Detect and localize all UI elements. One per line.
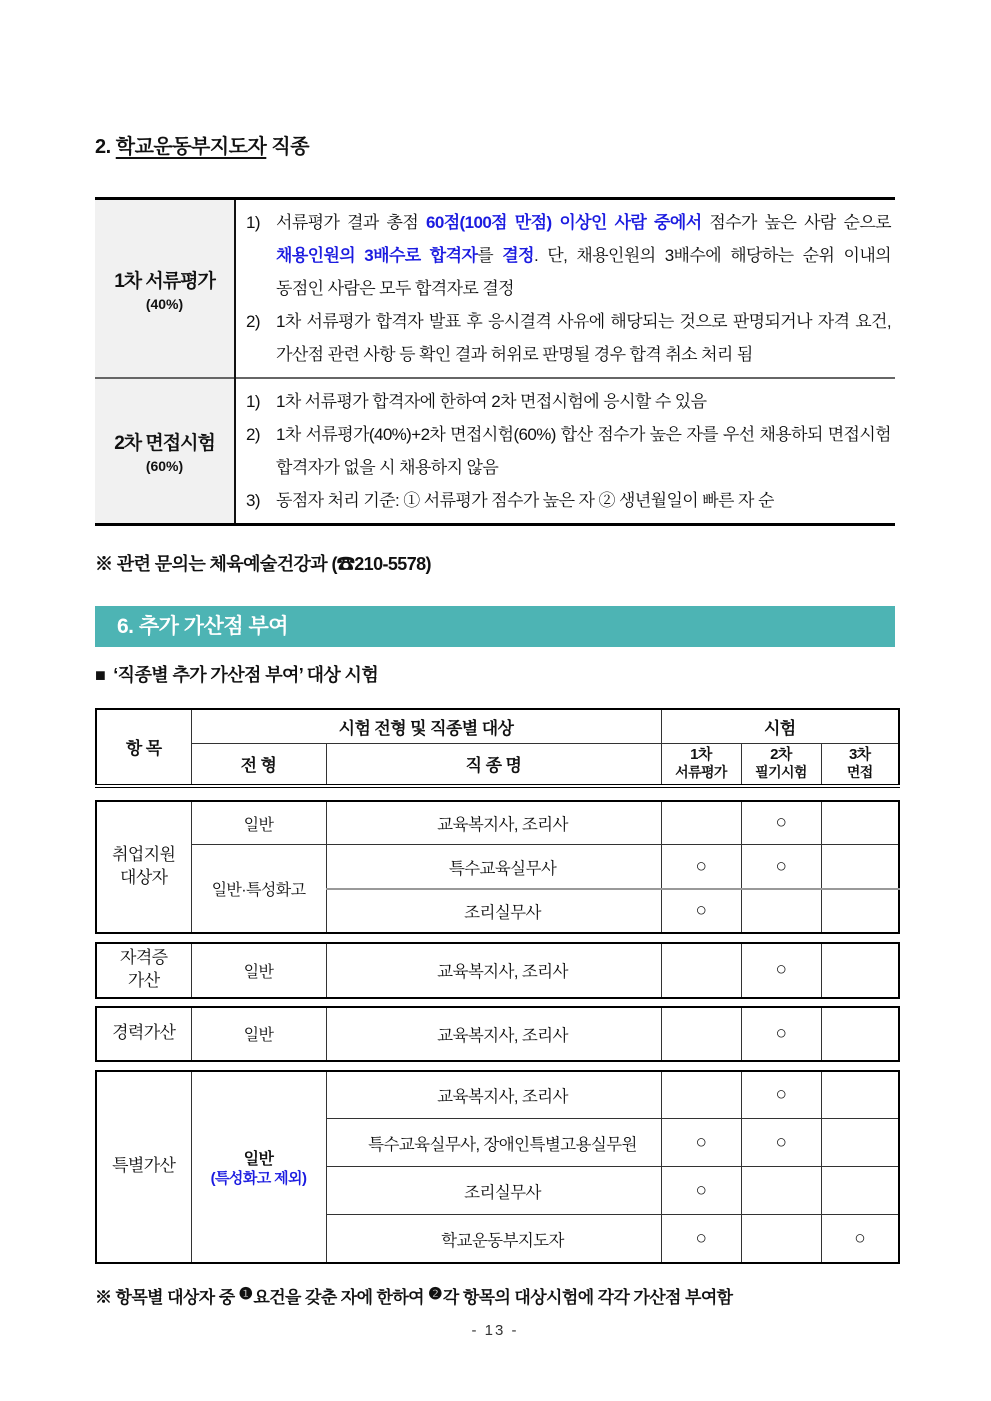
header-exam-1: 1차 서류평가 <box>661 743 741 786</box>
bonus-job-cell: 교육복지사, 조리사 <box>326 1007 661 1061</box>
circle-mark: ○ <box>661 889 741 933</box>
empty-mark-cell <box>821 1071 899 1119</box>
eval-list-item: 1) 서류평가 결과 총점 60점(100점 만점) 이상인 사람 중에서 점수가 높은 사람 순으로 채용인원의 3배수로 합격자를 결정. 단, 채용인원의 3배수에 해당하는 순위 이내의 동점인 사람은 모두 합격자로 결정 <box>246 213 891 298</box>
bonus-table-row <box>96 845 899 889</box>
section-banner: 6. 추가 가산점 부여 <box>95 606 895 647</box>
circle-mark: ○ <box>741 1071 821 1119</box>
bonus-item-cell: 경력가산 <box>96 1007 191 1061</box>
header-exam: 시험 <box>661 709 899 743</box>
circle-mark: ○ <box>661 1215 741 1263</box>
bonus-group-table <box>95 942 900 999</box>
header-item: 항 목 <box>96 709 191 786</box>
header-group: 시험 전형 및 직종별 대상 <box>191 709 661 743</box>
bonus-type-cell: 일반·특성화고 <box>191 845 326 933</box>
eval-row-content <box>235 378 895 525</box>
bonus-groups <box>95 800 895 1264</box>
eval-row-label: 1차 서류평가 (40%) <box>95 199 235 379</box>
empty-mark-cell <box>821 1119 899 1167</box>
eval-list-item: 1) 1차 서류평가 합격자에 한하여 2차 면접시험에 응시할 수 있음 <box>246 392 707 411</box>
bonus-type-cell: 일반 (특성화고 제외) <box>191 1071 326 1263</box>
eval-row-content <box>235 199 895 379</box>
circle-mark: ○ <box>661 1167 741 1215</box>
header-type: 전 형 <box>191 743 326 786</box>
circle-mark: ○ <box>821 1215 899 1263</box>
circle-mark: ○ <box>741 943 821 998</box>
subheading-text: ‘직종별 추가 가산점 부여’ 대상 시험 <box>113 665 379 685</box>
eval-table-body <box>95 199 895 525</box>
eval-table-row <box>95 199 895 379</box>
bonus-job-cell: 학교운동부지도자 <box>326 1215 661 1263</box>
contact-note: ※ 관련 문의는 체육예술건강과 (☎210-5578) <box>95 554 431 574</box>
bonus-table-row <box>96 1007 899 1061</box>
circled-number-icon: ❶ <box>238 1285 253 1303</box>
page-title <box>95 130 895 159</box>
circle-mark: ○ <box>741 801 821 845</box>
header-exam-2: 2차 필기시험 <box>741 743 821 786</box>
bonus-item-cell: 취업지원 대상자 <box>96 801 191 933</box>
empty-mark-cell <box>661 801 741 845</box>
circled-number-icon: ❷ <box>428 1285 442 1303</box>
empty-mark-cell <box>661 1071 741 1119</box>
empty-mark-cell <box>821 889 899 933</box>
title-suffix: 직종 <box>266 136 310 158</box>
bonus-group-table <box>95 1070 900 1264</box>
circle-mark: ○ <box>661 845 741 889</box>
empty-mark-cell <box>821 801 899 845</box>
subheading <box>95 661 895 687</box>
eval-list-item: 2) 1차 서류평가(40%)+2차 면접시험(60%) 합산 점수가 높은 자를 우선 채용하되 면접시험 합격자가 없을 시 채용하지 않음 <box>246 425 891 477</box>
circle-mark: ○ <box>741 845 821 889</box>
bonus-group-table <box>95 800 900 934</box>
bonus-table-row <box>96 801 899 845</box>
bonus-job-cell: 조리실무사 <box>326 1167 661 1215</box>
bonus-table-header <box>95 708 900 788</box>
eval-row-label: 2차 면접시험 (60%) <box>95 378 235 525</box>
bonus-type-cell: 일반 <box>191 943 326 998</box>
empty-mark-cell <box>741 889 821 933</box>
bonus-job-cell: 교육복지사, 조리사 <box>326 943 661 998</box>
title-underlined: 학교운동부지도자 <box>115 136 267 158</box>
evaluation-table <box>95 197 895 526</box>
empty-mark-cell <box>821 943 899 998</box>
empty-mark-cell <box>821 845 899 889</box>
square-bullet-icon: ■ <box>95 665 106 685</box>
bonus-job-cell: 교육복지사, 조리사 <box>326 1071 661 1119</box>
footnote: ※ 항목별 대상자 중 ❶요건을 갖춘 자에 한하여 ❷각 항목의 대상시험에 각각 가산점 부여함 <box>95 1285 733 1307</box>
empty-mark-cell <box>821 1007 899 1061</box>
bonus-table-row <box>96 1071 899 1119</box>
circle-mark: ○ <box>741 1007 821 1061</box>
bonus-item-cell: 자격증 가산 <box>96 943 191 998</box>
eval-list-item: 3) 동점자 처리 기준: ① 서류평가 점수가 높은 자 ② 생년월일이 빠른 자 순 <box>246 491 774 510</box>
eval-table-row <box>95 378 895 525</box>
bonus-job-cell: 특수교육실무사 <box>326 845 661 889</box>
bonus-job-cell: 조리실무사 <box>326 889 661 933</box>
empty-mark-cell <box>821 1167 899 1215</box>
bonus-group-table <box>95 1006 900 1062</box>
empty-mark-cell <box>741 1167 821 1215</box>
circle-mark: ○ <box>741 1119 821 1167</box>
bonus-table-row <box>96 943 899 998</box>
eval-list-item: 2) 1차 서류평가 합격자 발표 후 응시결격 사유에 해당되는 것으로 판명되거나 자격 요건, 가산점 관련 사항 등 확인 결과 허위로 판명될 경우 합격 취소 처리 됨 <box>246 312 891 364</box>
title-prefix: 2. <box>95 136 116 158</box>
empty-mark-cell <box>741 1215 821 1263</box>
page-number: - 13 - <box>471 1321 519 1339</box>
empty-mark-cell <box>661 1007 741 1061</box>
header-exam-3: 3차 면접 <box>821 743 899 786</box>
header-job: 직 종 명 <box>326 743 661 786</box>
bonus-type-cell: 일반 <box>191 1007 326 1061</box>
bonus-job-cell: 교육복지사, 조리사 <box>326 801 661 845</box>
circle-mark: ○ <box>661 1119 741 1167</box>
bonus-job-cell: 특수교육실무사, 장애인특별고용실무원 <box>326 1119 661 1167</box>
bonus-type-cell: 일반 <box>191 801 326 845</box>
bonus-item-cell: 특별가산 <box>96 1071 191 1263</box>
empty-mark-cell <box>661 943 741 998</box>
